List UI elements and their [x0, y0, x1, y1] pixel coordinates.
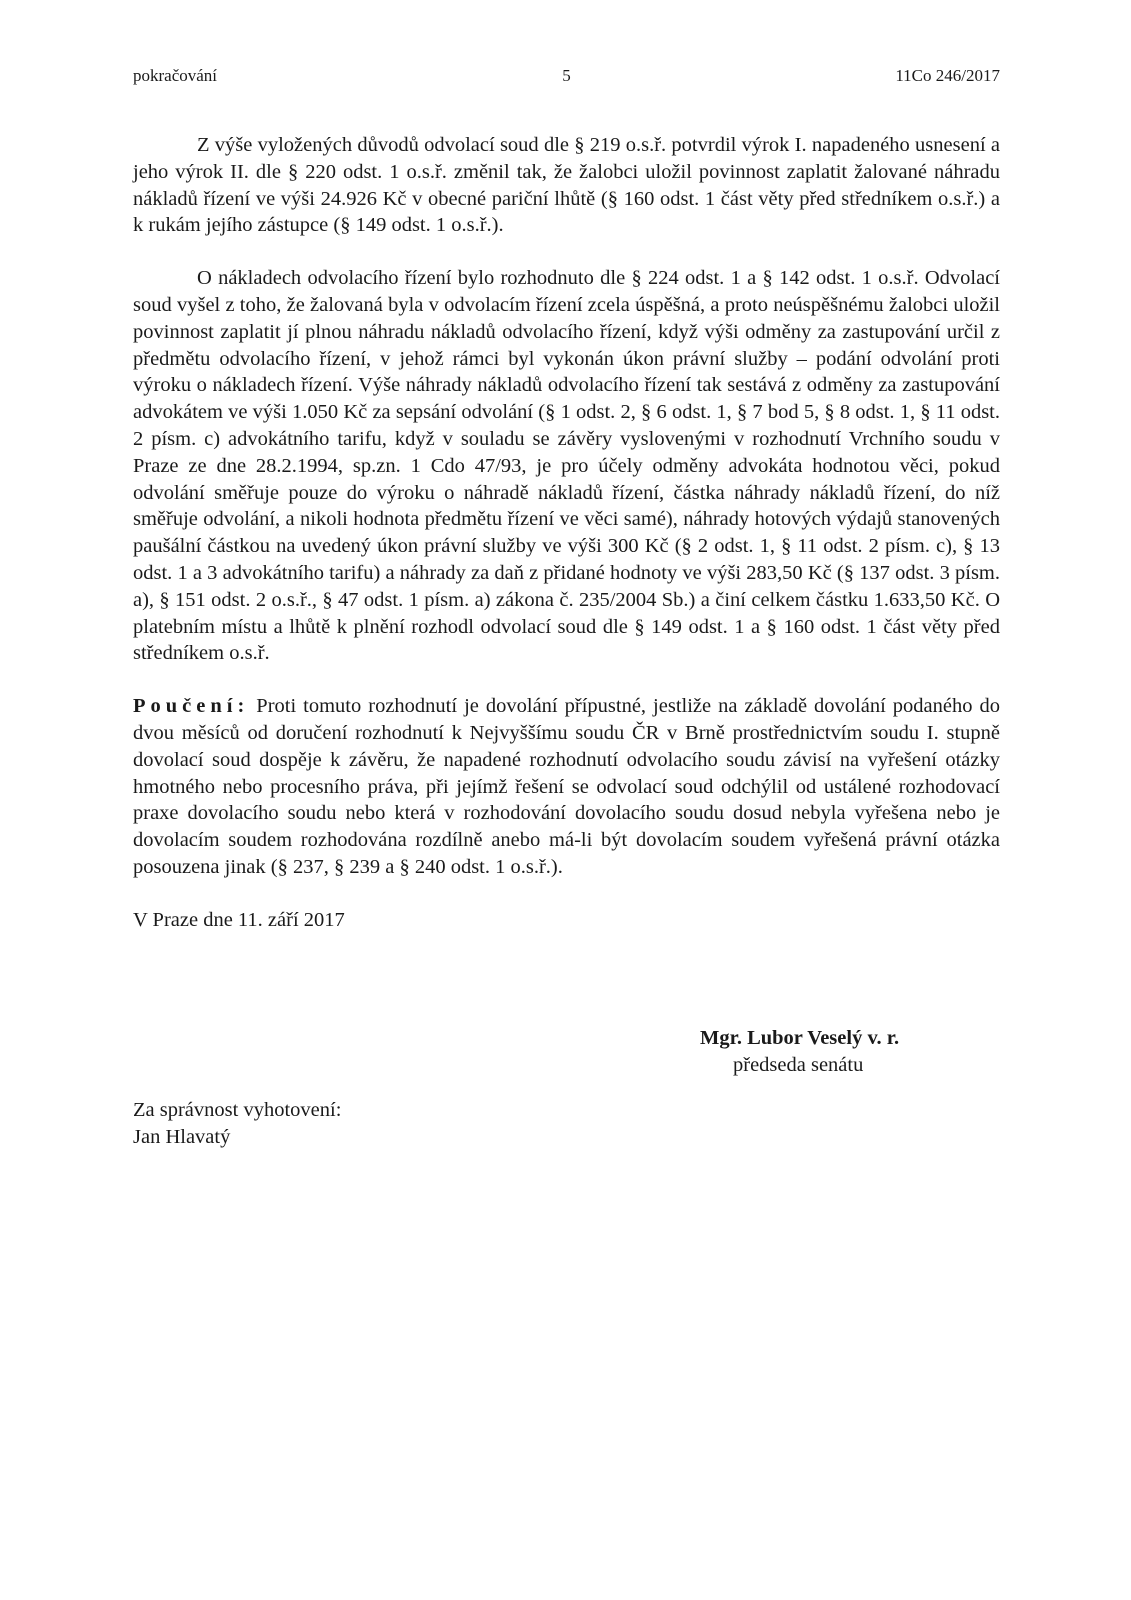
- correctness-label: Za správnost vyhotovení:: [133, 1099, 342, 1121]
- signature-title: předseda senátu: [733, 1054, 864, 1076]
- date-line: V Praze dne 11. září 2017: [133, 908, 345, 931]
- header-case-number: 11Co 246/2017: [895, 66, 1000, 85]
- instruction-label: Poučení:: [133, 695, 250, 718]
- signature-name: Mgr. Lubor Veselý v. r.: [700, 1027, 900, 1049]
- instruction-text: Proti tomuto rozhodnutí je dovolání přípustné, jestliže na základě dovolání podaného do dvou měsíců od doručení rozhodnutí k Nejvyššímu soudu ČR v Brně prostřednictvím soudu I. stupně dovolací soud dospěje k závěru, že napadené rozhodnutí odvolacího soudu závisí na vyřešení otázky hmotného nebo procesního práva, při jejímž řešení se odvolací soud odchýlil od ustálené rozhodovací praxe dovolacího soudu nebo která v rozhodování dovolacího soudu dosud nebyla vyřešena nebo je dovolacím soudem rozhodována rozdílně anebo má-li být dovolacím soudem vyřešená právní otázka posouzena jinak (§ 237, § 239 a § 240 odst. 1 o.s.ř.).: [133, 695, 1000, 878]
- paragraph-instruction: [133, 693, 1000, 881]
- correctness-name: Jan Hlavatý: [133, 1126, 231, 1148]
- correctness-block: [133, 1097, 341, 1151]
- signature-block: [700, 1025, 1000, 1079]
- paragraph-costs: O nákladech odvolacího řízení bylo rozhodnuto dle § 224 odst. 1 a § 142 odst. 1 o.s.ř. Odvolací soud vyšel z toho, že žalovaná byla v odvolacím řízení zcela úspěšná, a proto neúspěšnému žalobci uložil povinnost zaplatit jí plnou náhradu nákladů odvolacího řízení, když výši odměny za zastupování určil z předmětu odvolacího řízení, v jehož rámci byl vykonán úkon právní služby – podání odvolání proti výroku o nákladech řízení. Výše náhrady nákladů odvolacího řízení tak sestává z odměny za zastupování advokátem ve výši 1.050 Kč za sepsání odvolání (§ 1 odst. 2, § 6 odst. 1, § 7 bod 5, § 8 odst. 1, § 11 odst. 2 písm. c) advokátního tarifu, když v souladu se závěry vyslovenými v rozhodnutí Vrchního soudu v Praze ze dne 28.2.1994, sp.zn. 1 Cdo 47/93, je pro účely odměny advokáta hodnotou věci, pokud odvolání směřuje pouze do výroku o náhradě nákladů řízení, částka náhrady nákladů řízení, do níž směřuje odvolání, a nikoli hodnota předmětu řízení ve věci samé), náhrady hotových výdajů stanovených paušální částkou na uvedený úkon právní služby ve výši 300 Kč (§ 2 odst. 1, § 11 odst. 2 písm. c), § 13 odst. 1 a 3 advokátního tarifu) a náhrady za daň z přidané hodnoty ve výši 283,50 Kč (§ 137 odst. 3 písm. a), § 151 odst. 2 o.s.ř., § 47 odst. 1 písm. a) zákona č. 235/2004 Sb.) a činí celkem částku 1.633,50 Kč. O platebním místu a lhůtě k plnění rozhodl odvolací soud dle § 149 odst. 1 a § 160 odst. 1 část věty před středníkem o.s.ř.: [133, 267, 1000, 665]
- header-page-number: 5: [562, 66, 571, 85]
- page-header: [133, 66, 1000, 90]
- paragraph-decision: Z výše vyložených důvodů odvolací soud dle § 219 o.s.ř. potvrdil výrok I. napadeného usnesení a jeho výrok II. dle § 220 odst. 1 o.s.ř. změnil tak, že žalobci uložil povinnost zaplatit žalované náhradu nákladů řízení ve výši 24.926 Kč v obecné pariční lhůtě (§ 160 odst. 1 část věty před středníkem o.s.ř.) a k rukám jejího zástupce (§ 149 odst. 1 o.s.ř.).: [133, 134, 1000, 237]
- header-continuation: pokračování: [133, 66, 218, 85]
- document-body: [133, 132, 1000, 934]
